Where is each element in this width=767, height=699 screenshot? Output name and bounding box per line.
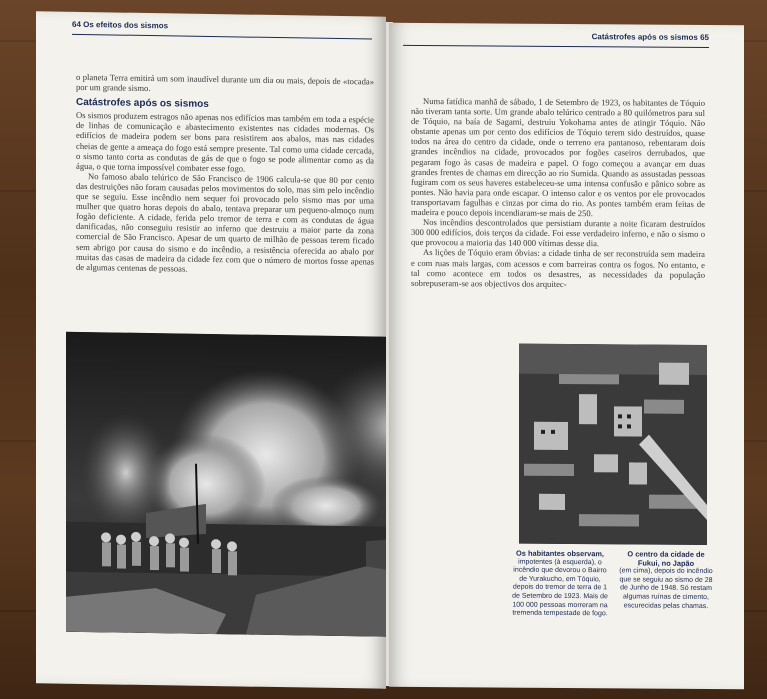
right-page-header: Catástrofes após os sismos 65	[403, 31, 709, 48]
caption-body: impotentes (à esquerda), o incêndio que devorou o Bairro de Yurakucho, em Tóquio, depois do tremor de terra de 1 de Setembro de 1923. Mais de 100 000 pessoas morreram na tremenda tempestade de fogo.	[512, 558, 608, 618]
right-page	[389, 23, 744, 689]
body-paragraph: Numa fatídica manhã de sábado, 1 de Setembro de 1923, os habitantes de Tóquio não tiveram tanta sorte. Um grande abalo telúrico centrado a 80 quilómetros para sul de Tóquio, na baía de Sagami, destruiu Yokohama antes de atingir Tóquio. Não obstante apenas um por cento dos edifícios de Tóquio terem sido destruídos, quase todos na área do centro da cidade, onde o terreno era pantanoso, rebentaram dois grandes incêndios na cidade, provocados por fogões caseiros derrubados, que pegaram fogo às casas de madeira e papel. O fogo começou a avançar em duas grandes frentes de chamas em direcção ao rio Sumida. Quando as assustadas pessoas fugiram com os seus haveres estabeleceu-se uma intensa confusão e pânico sobre as pontes. Não havia para onde escapar. O intenso calor e os ventos por ele provocados transportavam fagulhas e cinzas por cima do rio. As pontes também eram feitas de madeira e pouco depois incendiaram-se mais de 250.	[411, 95, 705, 219]
intro-paragraph: o planeta Terra emitirá um som inaudível durante um dia ou mais, depois de «tocada» por um grande sismo.	[76, 71, 374, 94]
photo-caption-right	[617, 550, 715, 611]
section-title: Catástrofes após os sismos	[76, 97, 209, 111]
body-paragraph: No famoso abalo telúrico de São Francisco de 1906 calcula-se que 80 por cento das destruições não foram causadas pelos movimentos do solo, mas sim pelo incêndio que se seguiu. Esse incêndio nem sequer foi provocado pelo sismo mas por uma mulher que quatro horas depois do abalo, tentava preparar um pequeno-almoço num fogão deficiente. A cidade, ferida pelo tremor de terra e com as condutas de água danificadas, não conseguiu resistir ao inferno que destruiu a maior parte da zona comercial de São Francisco. Apesar de um quarto de milhão de pessoas terem ficado sem abrigo por causa do sismo e do incêndio, a resistência oferecida ao abalo por muitas das casas de madeira da cidade fez com que o número de mortos fosse apenas de algumas centenas de pessoas.	[76, 170, 374, 274]
photo-caption-left	[512, 550, 608, 619]
right-body-text	[411, 96, 705, 290]
caption-body: (em cima), depois do incêndio que se seguiu ao sismo de 28 de Junho de 1948. Só restam algumas ruínas de cimento, escurecidas pelas chamas.	[619, 567, 713, 610]
fukui-ruins-photo	[519, 344, 707, 545]
body-paragraph: As lições de Tóquio eram óbvias: a cidade tinha de ser reconstruída sem madeira e com ruas mais largas, com acessos e com barreiras contra os fogos. No entanto, e tal como acontece em todos os desastres, as necessidades da população sobrepuseram-se aos objectivos dos arquitec-	[411, 247, 705, 289]
body-paragraph: Nos incêndios descontrolados que persistiam durante a noite ficaram destruídos 300 000 edifícios, dois terços da cidade. Foi esse verdadeiro inferno, e não o sismo o que provocou a maioria das 140 000 vítimas desse dia.	[411, 217, 705, 249]
caption-title: O centro da cidade de Fukui, no Japão	[627, 549, 705, 568]
left-page-header: 64 Os efeitos dos sismos	[72, 20, 372, 40]
caption-title: Os habitantes observam,	[516, 548, 604, 559]
tokyo-fire-photo	[66, 332, 386, 639]
body-paragraph: Os sismos produzem estragos não apenas nos edifícios mas também em toda a espécie de linhas de comunicação e abastecimento existentes nas cidades modernas. Os edifícios de madeira podem ser bons para resistirem aos abalos, mas nas cidades cheias de gente a ameaça do fogo está sempre presente. Tal como uma cidade cercada, o sismo tanto corta as condutas de gás de que o fogo se pode alimentar como as da água, o que torna impossível combater esse fogo.	[76, 110, 374, 174]
left-page	[36, 11, 386, 688]
left-body-text	[76, 72, 374, 276]
